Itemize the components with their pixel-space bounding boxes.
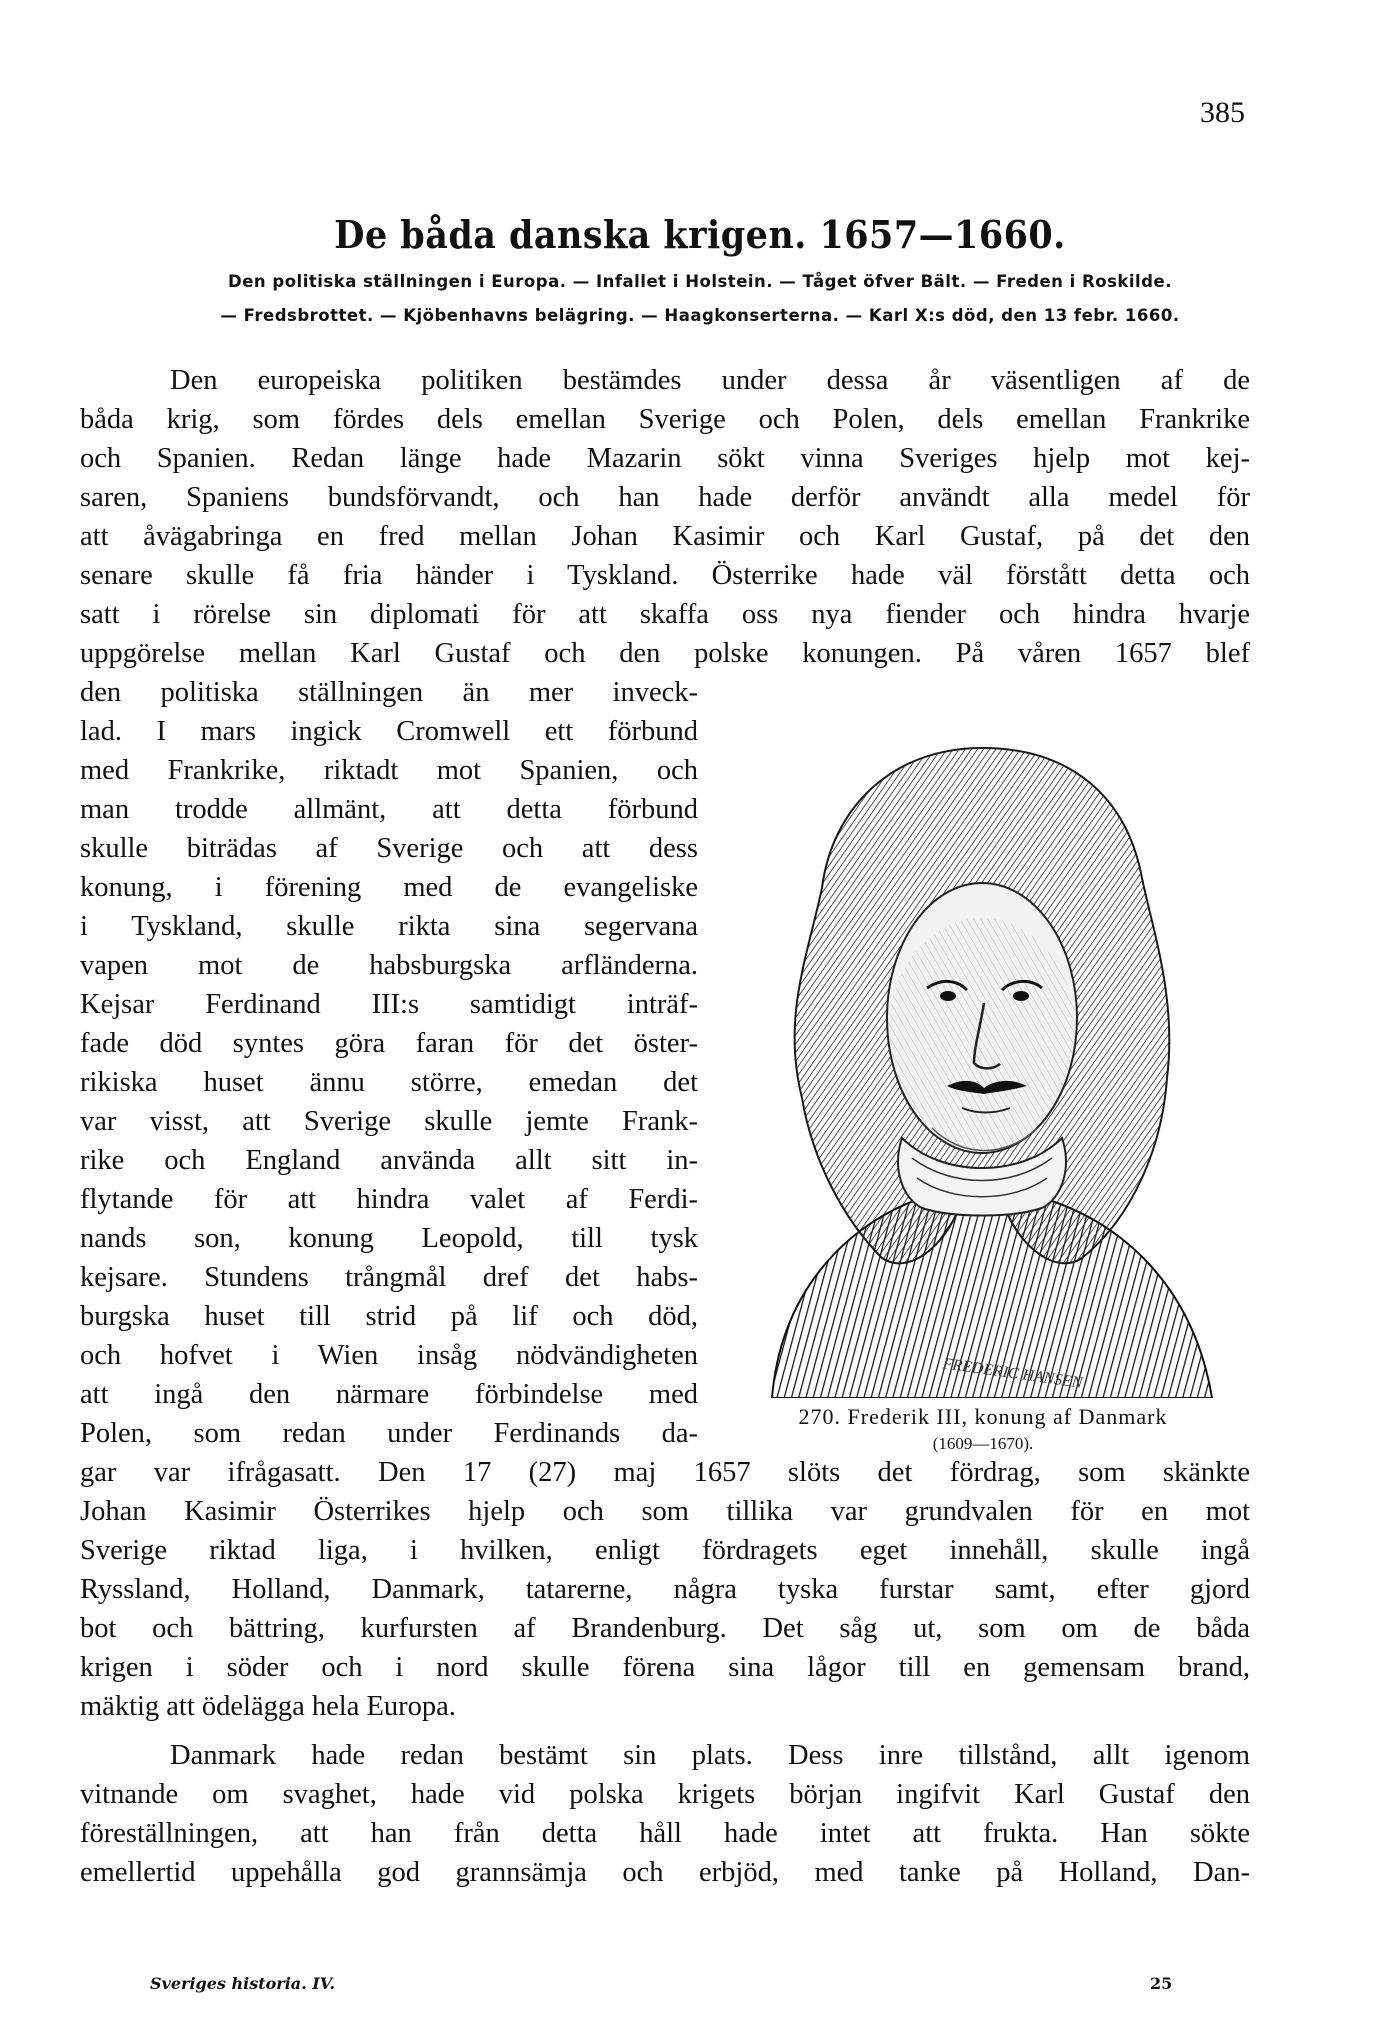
body-line: konung, i förening med de evangeliske: [80, 872, 698, 903]
body-line: vapen mot de habsburgska arfländerna.: [80, 950, 698, 981]
page-number: 385: [1200, 96, 1245, 129]
body-line: man trodde allmänt, att detta förbund: [80, 794, 698, 825]
body-line: att åvägabringa en fred mellan Johan Kasimir och Karl Gustaf, på det den: [80, 521, 1250, 552]
body-line: i Tyskland, skulle rikta sina segervana: [80, 911, 698, 942]
body-line: bot och bättring, kurfursten af Brandenburg. Det såg ut, som om de båda: [80, 1613, 1250, 1644]
body-line: båda krig, som fördes dels emellan Sverige och Polen, dels emellan Frankrike: [80, 404, 1250, 435]
body-line: Sverige riktad liga, i hvilken, enligt fördragets eget innehåll, skulle ingå: [80, 1535, 1250, 1566]
portrait-illustration: [712, 718, 1252, 1398]
chapter-summary-line-2: — Fredsbrottet. — Kjöbenhavns belägring. — Haagkonserterna. — Karl X:s död, den 13 febr. 1660.: [220, 306, 1180, 325]
body-line: kejsare. Stundens trångmål dref det habs-: [80, 1262, 698, 1293]
body-line: senare skulle få fria händer i Tyskland. Österrike hade väl förstått detta och: [80, 560, 1250, 591]
body-line: och hofvet i Wien insåg nödvändigheten: [80, 1340, 698, 1371]
body-line: nands son, konung Leopold, till tysk: [80, 1223, 698, 1254]
body-line: lad. I mars ingick Cromwell ett förbund: [80, 716, 698, 747]
body-line: satt i rörelse sin diplomati för att skaffa oss nya fiender och hindra hvarje: [80, 599, 1250, 630]
body-line: skulle biträdas af Sverige och att dess: [80, 833, 698, 864]
figure-caption-dates: (1609—1670).: [932, 1434, 1034, 1453]
chapter-summary-line-1: Den politiska ställningen i Europa. — Infallet i Holstein. — Tåget öfver Bält. — Freden i Roskilde.: [228, 272, 1172, 291]
body-line: gar var ifrågasatt. Den 17 (27) maj 1657 slöts det fördrag, som skänkte: [80, 1457, 1250, 1488]
body-line: Ryssland, Holland, Danmark, tatarerne, några tyska furstar samt, efter gjord: [80, 1574, 1250, 1605]
body-line: rikiska huset ännu större, emedan det: [80, 1067, 698, 1098]
footer-signature-title: Sveriges historia. IV.: [150, 1974, 335, 1993]
body-line: och Spanien. Redan länge hade Mazarin sökt vinna Sveriges hjelp mot kej-: [80, 443, 1250, 474]
body-line: mäktig att ödelägga hela Europa.: [80, 1691, 456, 1722]
body-line: var visst, att Sverige skulle jemte Frank-: [80, 1106, 698, 1137]
body-line: med Frankrike, riktadt mot Spanien, och: [80, 755, 698, 786]
body-line: burgska huset till strid på lif och död,: [80, 1301, 698, 1332]
body-line: Den europeiska politiken bestämdes under dessa år väsentligen af de: [170, 365, 1250, 396]
body-line: saren, Spaniens bundsförvandt, och han hade derför användt alla medel för: [80, 482, 1250, 513]
chapter-title: De båda danska krigen. 1657—1660.: [334, 212, 1066, 257]
footer-signature-number: 25: [1150, 1974, 1173, 1993]
body-line: Polen, som redan under Ferdinands da-: [80, 1418, 698, 1449]
body-line: emellertid uppehålla god grannsämja och erbjöd, med tanke på Holland, Dan-: [80, 1857, 1250, 1888]
body-line: vitnande om svaghet, hade vid polska krigets början ingifvit Karl Gustaf den: [80, 1779, 1250, 1810]
body-line: Johan Kasimir Österrikes hjelp och som tillika var grundvalen för en mot: [80, 1496, 1250, 1527]
body-line: Danmark hade redan bestämt sin plats. Dess inre tillstånd, allt igenom: [170, 1740, 1250, 1771]
body-line: uppgörelse mellan Karl Gustaf och den polske konungen. På våren 1657 blef: [80, 638, 1250, 669]
body-line: att ingå den närmare förbindelse med: [80, 1379, 698, 1410]
figure-caption: 270. Frederik III, konung af Danmark: [798, 1404, 1168, 1429]
body-line: den politiska ställningen än mer inveck-: [80, 677, 698, 708]
body-line: Kejsar Ferdinand III:s samtidigt inträf-: [80, 989, 698, 1020]
body-line: krigen i söder och i nord skulle förena sina lågor till en gemensam brand,: [80, 1652, 1250, 1683]
engraver-signature: FREDERIC HANSEN: [941, 1355, 1084, 1392]
body-line: föreställningen, att han från detta håll hade intet att frukta. Han sökte: [80, 1818, 1250, 1849]
body-line: rike och England använda allt sitt in-: [80, 1145, 698, 1176]
body-line: fade död syntes göra faran för det öster-: [80, 1028, 698, 1059]
body-line: flytande för att hindra valet af Ferdi-: [80, 1184, 698, 1215]
